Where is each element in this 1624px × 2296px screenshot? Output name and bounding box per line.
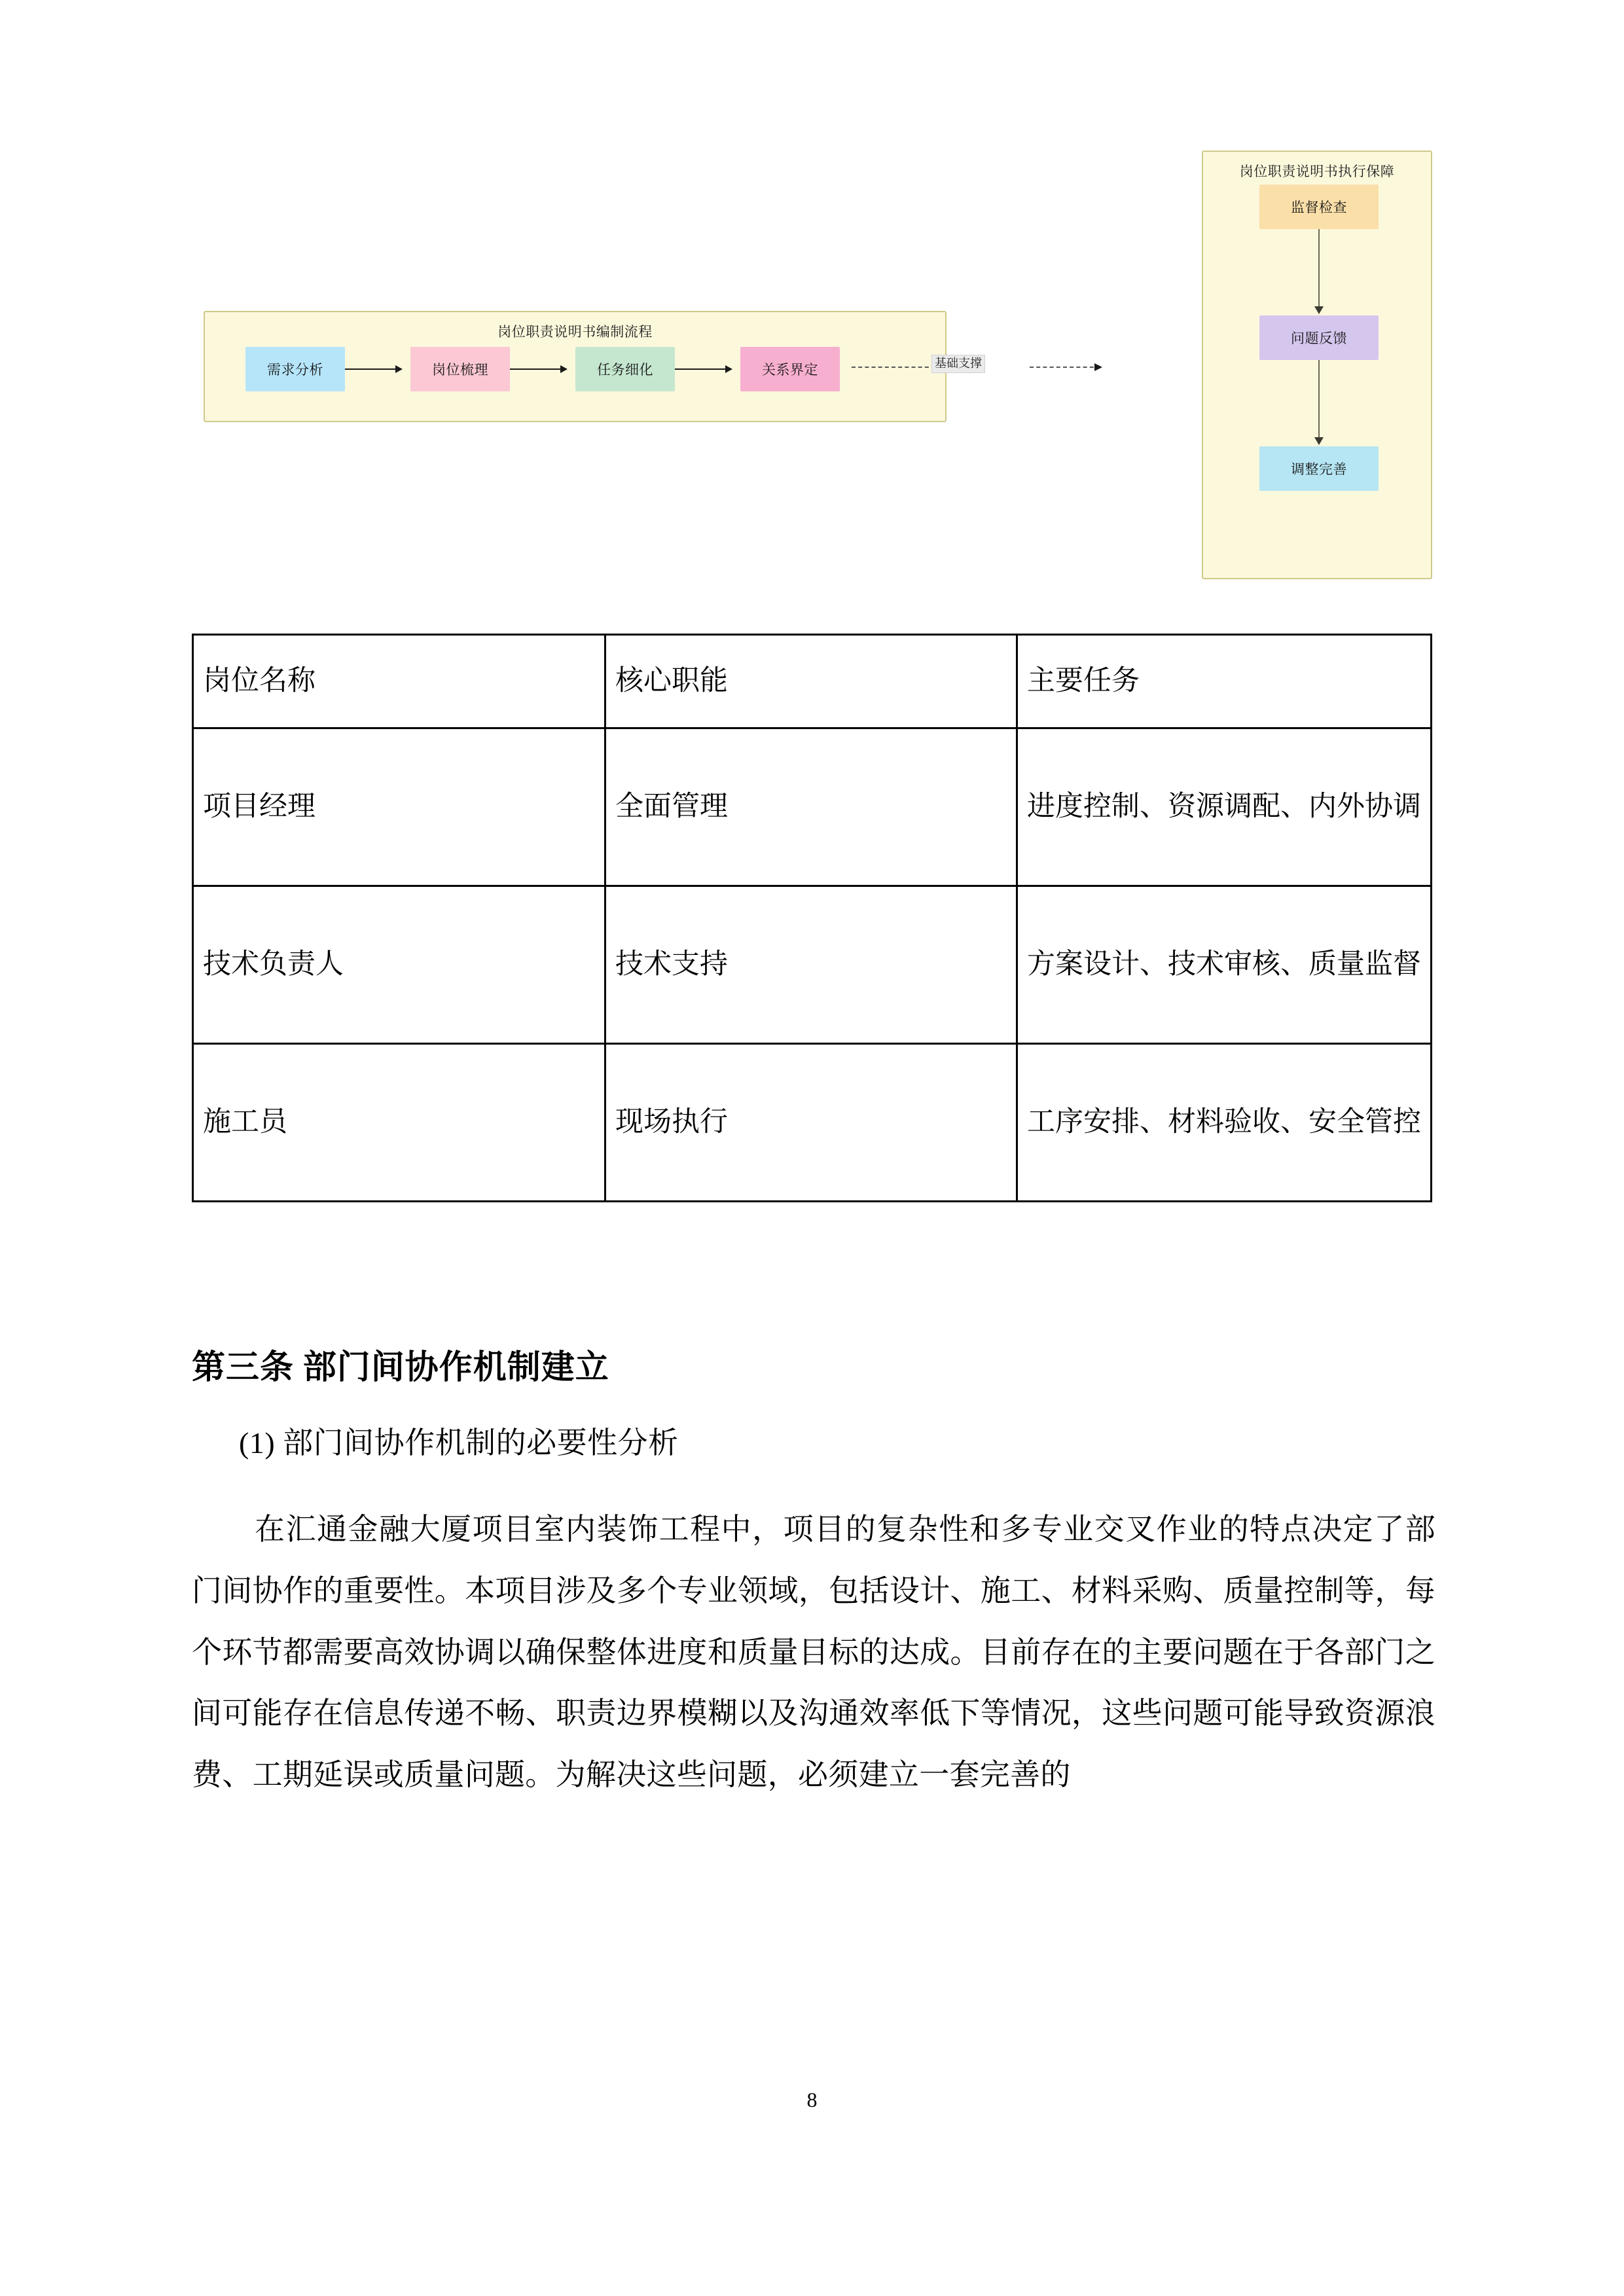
table-cell-function: 技术支持 xyxy=(605,886,1017,1044)
node-problem-feedback[interactable]: 问题反馈 xyxy=(1259,315,1379,360)
table-header-function: 核心职能 xyxy=(605,635,1017,728)
table-cell-tasks: 工序安排、材料验收、安全管控 xyxy=(1017,1044,1432,1202)
node-demand-analysis[interactable]: 需求分析 xyxy=(245,347,345,391)
table-cell-function: 全面管理 xyxy=(605,728,1017,886)
node-post-sorting[interactable]: 岗位梳理 xyxy=(410,347,510,391)
cross-link-dashed-line-right xyxy=(1030,367,1100,368)
body-paragraph: 在汇通金融大厦项目室内装饰工程中，项目的复杂性和多专业交叉作业的特点决定了部门间协作的重要性。本项目涉及多个专业领域，包括设计、施工、材料采购、质量控制等，每个环节都需要高效协调以确保整体进度和质量目标的达成。目前存在的主要问题在于各部门之间可能存在信息传递不畅、职责边界模糊以及沟通效率低下等情况，这些问题可能导致资源浪费、工期延误或质量问题。为解决这些问题，必须建立一套完善的 xyxy=(192,1513,1435,1792)
table-cell-role: 项目经理 xyxy=(193,728,605,886)
arrow-demand-to-postlist xyxy=(345,368,401,370)
node-supervision-inspection[interactable]: 监督检查 xyxy=(1259,185,1379,229)
table-cell-tasks: 进度控制、资源调配、内外协调 xyxy=(1017,728,1432,886)
table-row xyxy=(193,728,1432,886)
arrow-postlist-to-taskdetail xyxy=(510,368,566,370)
section-heading: 第三条 部门间协作机制建立 xyxy=(192,1350,609,1386)
node-task-detailing[interactable]: 任务细化 xyxy=(575,347,675,391)
node-adjustment-improvement[interactable]: 调整完善 xyxy=(1259,446,1379,491)
arrow-supervise-to-feedback xyxy=(1318,229,1320,308)
table-cell-role: 施工员 xyxy=(193,1044,605,1202)
table-cell-role: 技术负责人 xyxy=(193,886,605,1044)
arrow-feedback-to-improve xyxy=(1318,360,1320,439)
subgraph-guarantee xyxy=(1202,151,1432,579)
table-cell-function: 现场执行 xyxy=(605,1044,1017,1202)
arrow-taskdetail-to-relation xyxy=(675,368,731,370)
table-header-row xyxy=(193,635,1432,728)
table-row xyxy=(193,886,1432,1044)
cross-link-label-support: 基础支撑 xyxy=(931,355,985,373)
subgraph-guarantee-title: 岗位职责说明书执行保障 xyxy=(1239,164,1395,179)
cross-link-dashed-line-left xyxy=(852,367,935,368)
flowchart-diagram xyxy=(192,151,1432,602)
table-header-tasks: 主要任务 xyxy=(1017,635,1432,728)
table-row xyxy=(193,1044,1432,1202)
table-cell-tasks: 方案设计、技术审核、质量监督 xyxy=(1017,886,1432,1044)
role-responsibility-table xyxy=(192,634,1432,1202)
table-header-role: 岗位名称 xyxy=(193,635,605,728)
subgraph-process xyxy=(204,311,947,422)
subsection-heading: (1) 部门间协作机制的必要性分析 xyxy=(239,1426,679,1460)
subgraph-process-title: 岗位职责说明书编制流程 xyxy=(497,325,653,340)
page-number: 8 xyxy=(806,2088,818,2111)
node-relation-definition[interactable]: 关系界定 xyxy=(740,347,840,391)
